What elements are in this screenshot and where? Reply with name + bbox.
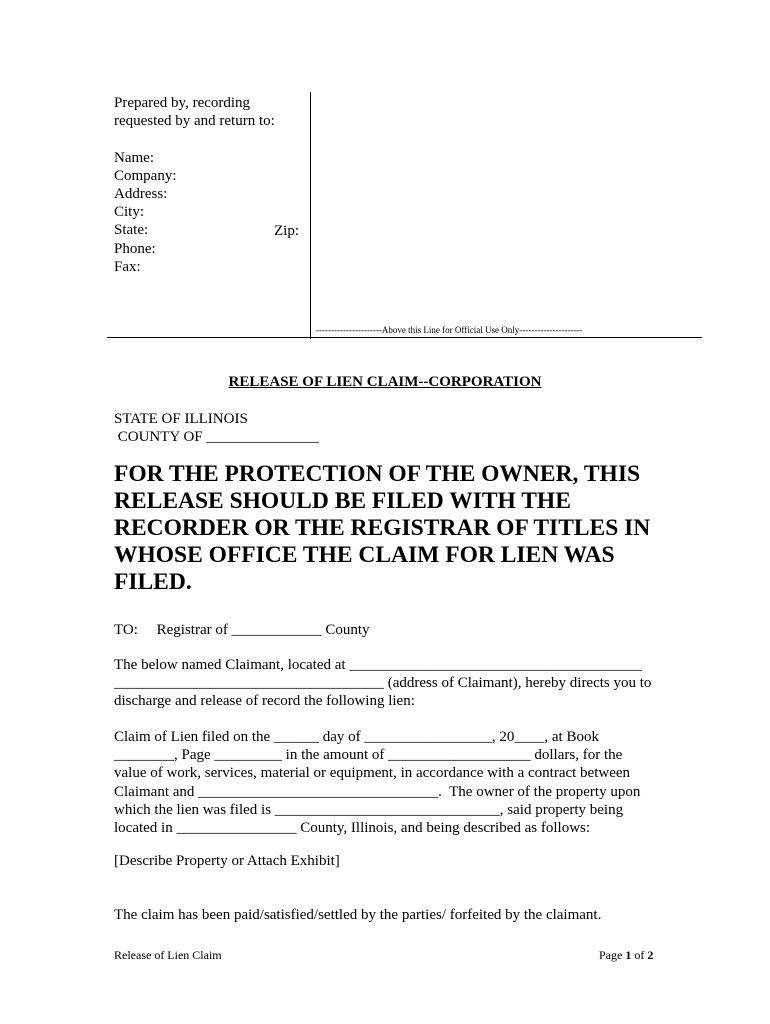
- document-title: RELEASE OF LIEN CLAIM--CORPORATION: [228, 374, 542, 390]
- claim-details-paragraph: Claim of Lien filed on the ______ day of _________________, 20____, at Book ________, Page _________ in the amount of ___________________ dollars, for the value of work, services, material or equipment, in accordance with a contract between Claimant and ________________________________. The owner of the property upon which the lien was filed is ______________________________, said property being located in ________________ County, Illinois, and being described as follows:: [114, 729, 641, 837]
- venue-state: STATE OF ILLINOIS: [114, 411, 248, 427]
- page-mid: of: [631, 948, 648, 962]
- name-label: Name:: [114, 149, 154, 166]
- official-use-line-label: ----------------------Above this Line for Official Use Only---------------------: [316, 325, 583, 335]
- property-description-placeholder: [Describe Property or Attach Exhibit]: [114, 853, 340, 869]
- zip-label: Zip:: [274, 223, 299, 239]
- page-prefix: Page: [599, 948, 626, 962]
- prepared-by-label-2: requested by and return to:: [114, 113, 275, 130]
- phone-label: Phone:: [114, 240, 156, 257]
- prepared-by-label-1: Prepared by, recording: [114, 95, 251, 111]
- footer-page-number: [599, 948, 653, 963]
- company-label: Company:: [114, 167, 177, 184]
- page-total: 2: [647, 948, 654, 962]
- header-horizontal-divider: [107, 337, 702, 338]
- city-label: City:: [114, 204, 145, 221]
- header-vertical-divider: [310, 92, 311, 339]
- venue-county: COUNTY OF _______________: [114, 429, 319, 446]
- fax-label: Fax:: [114, 258, 141, 275]
- protection-notice: FOR THE PROTECTION OF THE OWNER, THIS RELEASE SHOULD BE FILED WITH THE RECORDER OR THE REGISTRAR OF TITLES IN WHOSE OFFICE THE CLAIM FOR LIEN WAS FILED.: [114, 461, 651, 595]
- to-registrar-line: TO: Registrar of ____________ County: [114, 622, 370, 638]
- page-current: 1: [625, 948, 632, 962]
- claimant-directive-paragraph: The below named Claimant, located at _______________________________________ ____________________________________ (address of Claimant), hereby directs you to discharge and release of record the following lien:: [114, 657, 652, 710]
- venue-block: [114, 410, 319, 446]
- return-address-block: [114, 94, 314, 276]
- address-label: Address:: [114, 186, 168, 202]
- footer-document-name: Release of Lien Claim: [114, 948, 222, 962]
- claim-status-paragraph: The claim has been paid/satisfied/settled by the parties/ forfeited by the claimant.: [114, 907, 602, 923]
- state-label: State:: [114, 222, 149, 239]
